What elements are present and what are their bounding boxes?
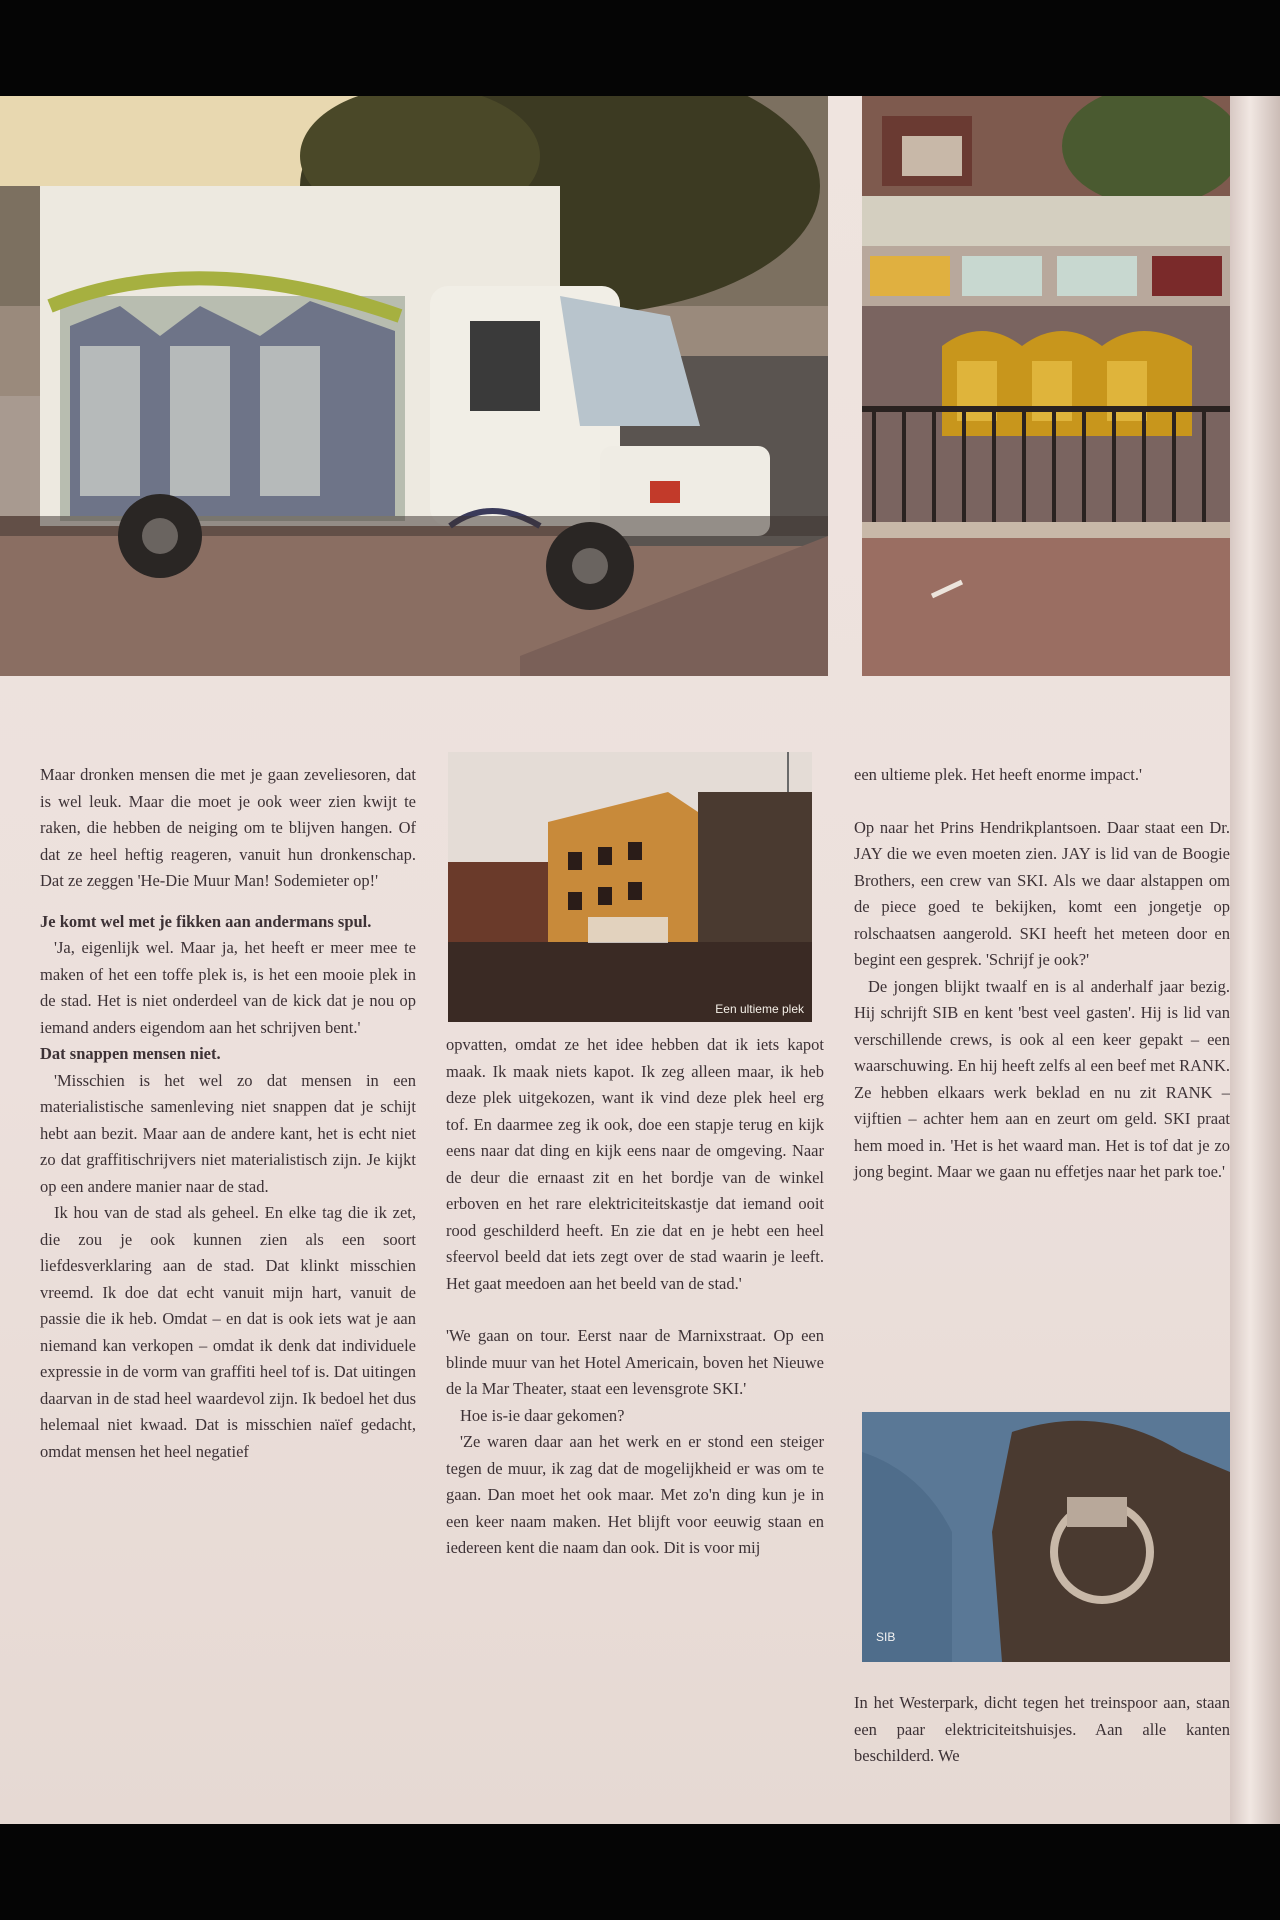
- paragraph: 'Ze waren daar aan het werk en er stond een steiger tegen de muur, ik zag dat de mogelijkheid er was om te gaan. Dan moet het ook maar. Met zo'n ding kun je in een keer naam maken. Het blijft voor eeuwig staan en iedereen kent die naam dan ook. Dit is voor mij: [446, 1432, 824, 1557]
- wall-photo: [862, 96, 1230, 676]
- paragraph: Op naar het Prins Hendrikplantsoen. Daar staat een Dr. JAY die we even moeten zien. JAY is lid van de Boogie Brothers, een crew van SKI. Als we daar alstappen om de piece goed te bekijken, komt een jongetje op rolschaatsen aangerold. SKI heeft het meteen door en begint een gesprek. 'Schrijf je ook?': [854, 817, 1230, 969]
- paragraph: Maar dronken mensen die met je gaan zeveliesoren, dat is wel leuk. Maar die moet je ook weer zien kwijt te raken, die hebben de neiging om te blijven hangen. Of dat ze heel heftig reageren, vanuit hun dronkenschap. Dat ze zeggen 'He-Die Muur Man! Sodemieter op!': [40, 765, 416, 890]
- shirt-illustration: [862, 1412, 1230, 1662]
- text-column-3: [854, 762, 1230, 1186]
- truck-photo: [0, 96, 828, 676]
- page-spine: [1230, 96, 1280, 1824]
- paragraph: Ik hou van de stad als geheel. En elke tag die ik zet, die zou je ook kunnen zien als een soort liefdesverklaring aan de stad. Dat klinkt misschien vreemd. Ik doe dat echt vanuit mijn hart, vanuit de passie die ik heb. Omdat – en dat is ook iets wat je aan niemand kan verkopen – omdat ik denk dat individuele expressie in de vorm van graffiti heel tof is. Dat uitingen daarvan in de stad heel waardevol zijn. Ik bedoel het dus helemaal niet kwaad. Dat is misschien naïef gedacht, omdat mensen het heel negatief: [40, 1203, 416, 1461]
- paragraph: opvatten, omdat ze het idee hebben dat ik iets kapot maak. Ik maak niets kapot. Ik zeg alleen maar, ik heb deze plek uitgekozen, want ik vind deze plek heel erg tof. En daarmee zeg ik ook, doe een stapje terug en kijk eens naar dat ding en kijk eens naar de omgeving. Naar de deur die ernaast zit en het bordje van de winkel erboven en het rare elektriciteitskastje dat iemand ooit rood geschilderd heeft. En zie dat en je hebt een heel sfeervol beeld dat iets zegt over de stad waarin je leeft. Het gaat meedoen aan het beeld van de stad.': [446, 1035, 824, 1293]
- paragraph: 'Ja, eigenlijk wel. Maar ja, het heeft er meer mee te maken of het een toffe plek is, is het een mooie plek in de stad. Het is niet onderdeel van de kick dat je nou op iemand anders eigendom aan het schrijven bent.': [40, 938, 416, 1037]
- paragraph: een ultieme plek. Het heeft enorme impact.': [854, 765, 1142, 784]
- shirt-photo: [862, 1412, 1230, 1662]
- question: Hoe is-ie daar gekomen?: [460, 1405, 625, 1425]
- text-column-3-bottom: [854, 1690, 1230, 1770]
- text-column-1: [40, 762, 416, 1465]
- paragraph: 'Misschien is het wel zo dat mensen in een materialistische samenleving niet snappen dat je schijt hebt aan bezit. Maar aan de andere kant, het is echt niet zo dat graffitischrijvers niet materialistisch zijn. Je kijkt op een andere manier naar de stad.: [40, 1070, 416, 1196]
- truck-illustration: [0, 96, 828, 676]
- question: Dat snappen mensen niet.: [40, 1044, 221, 1063]
- paragraph: In het Westerpark, dicht tegen het treinspoor aan, staan een paar elektriciteitshuisjes. Aan alle kanten beschilderd. We: [854, 1693, 1230, 1765]
- building-photo: [448, 752, 812, 1022]
- magazine-page: [0, 96, 1280, 1824]
- paragraph: De jongen blijkt twaalf en is al anderhalf jaar bezig. Hij schrijft SIB en kent 'best veel gasten'. Hij is lid van verschillende crews, is ook al een keer gepakt – een waarschuwing. En hij heeft zelfs al een beef met RANK. Ze hebben elkaars werk beklad en nu zit RANK – vijftien – achter hem aan en zeurt om geld. SKI praat hem moed in. 'Het is het waard man. Het is tof dat je zo jong begint. Maar we gaan nu effetjes naar het park toe.': [854, 976, 1230, 1181]
- shirt-caption: SIB: [876, 1630, 896, 1644]
- building-caption: Een ultieme plek: [715, 1002, 804, 1016]
- question: Je komt wel met je fikken aan andermans spul.: [40, 911, 372, 931]
- building-illustration: [448, 752, 812, 1022]
- text-column-2: [446, 1032, 824, 1562]
- paragraph: 'We gaan on tour. Eerst naar de Marnixstraat. Op een blinde muur van het Hotel Americain, boven het Nieuwe de la Mar Theater, staat een levensgrote SKI.': [446, 1326, 824, 1398]
- wall-illustration: [862, 96, 1230, 676]
